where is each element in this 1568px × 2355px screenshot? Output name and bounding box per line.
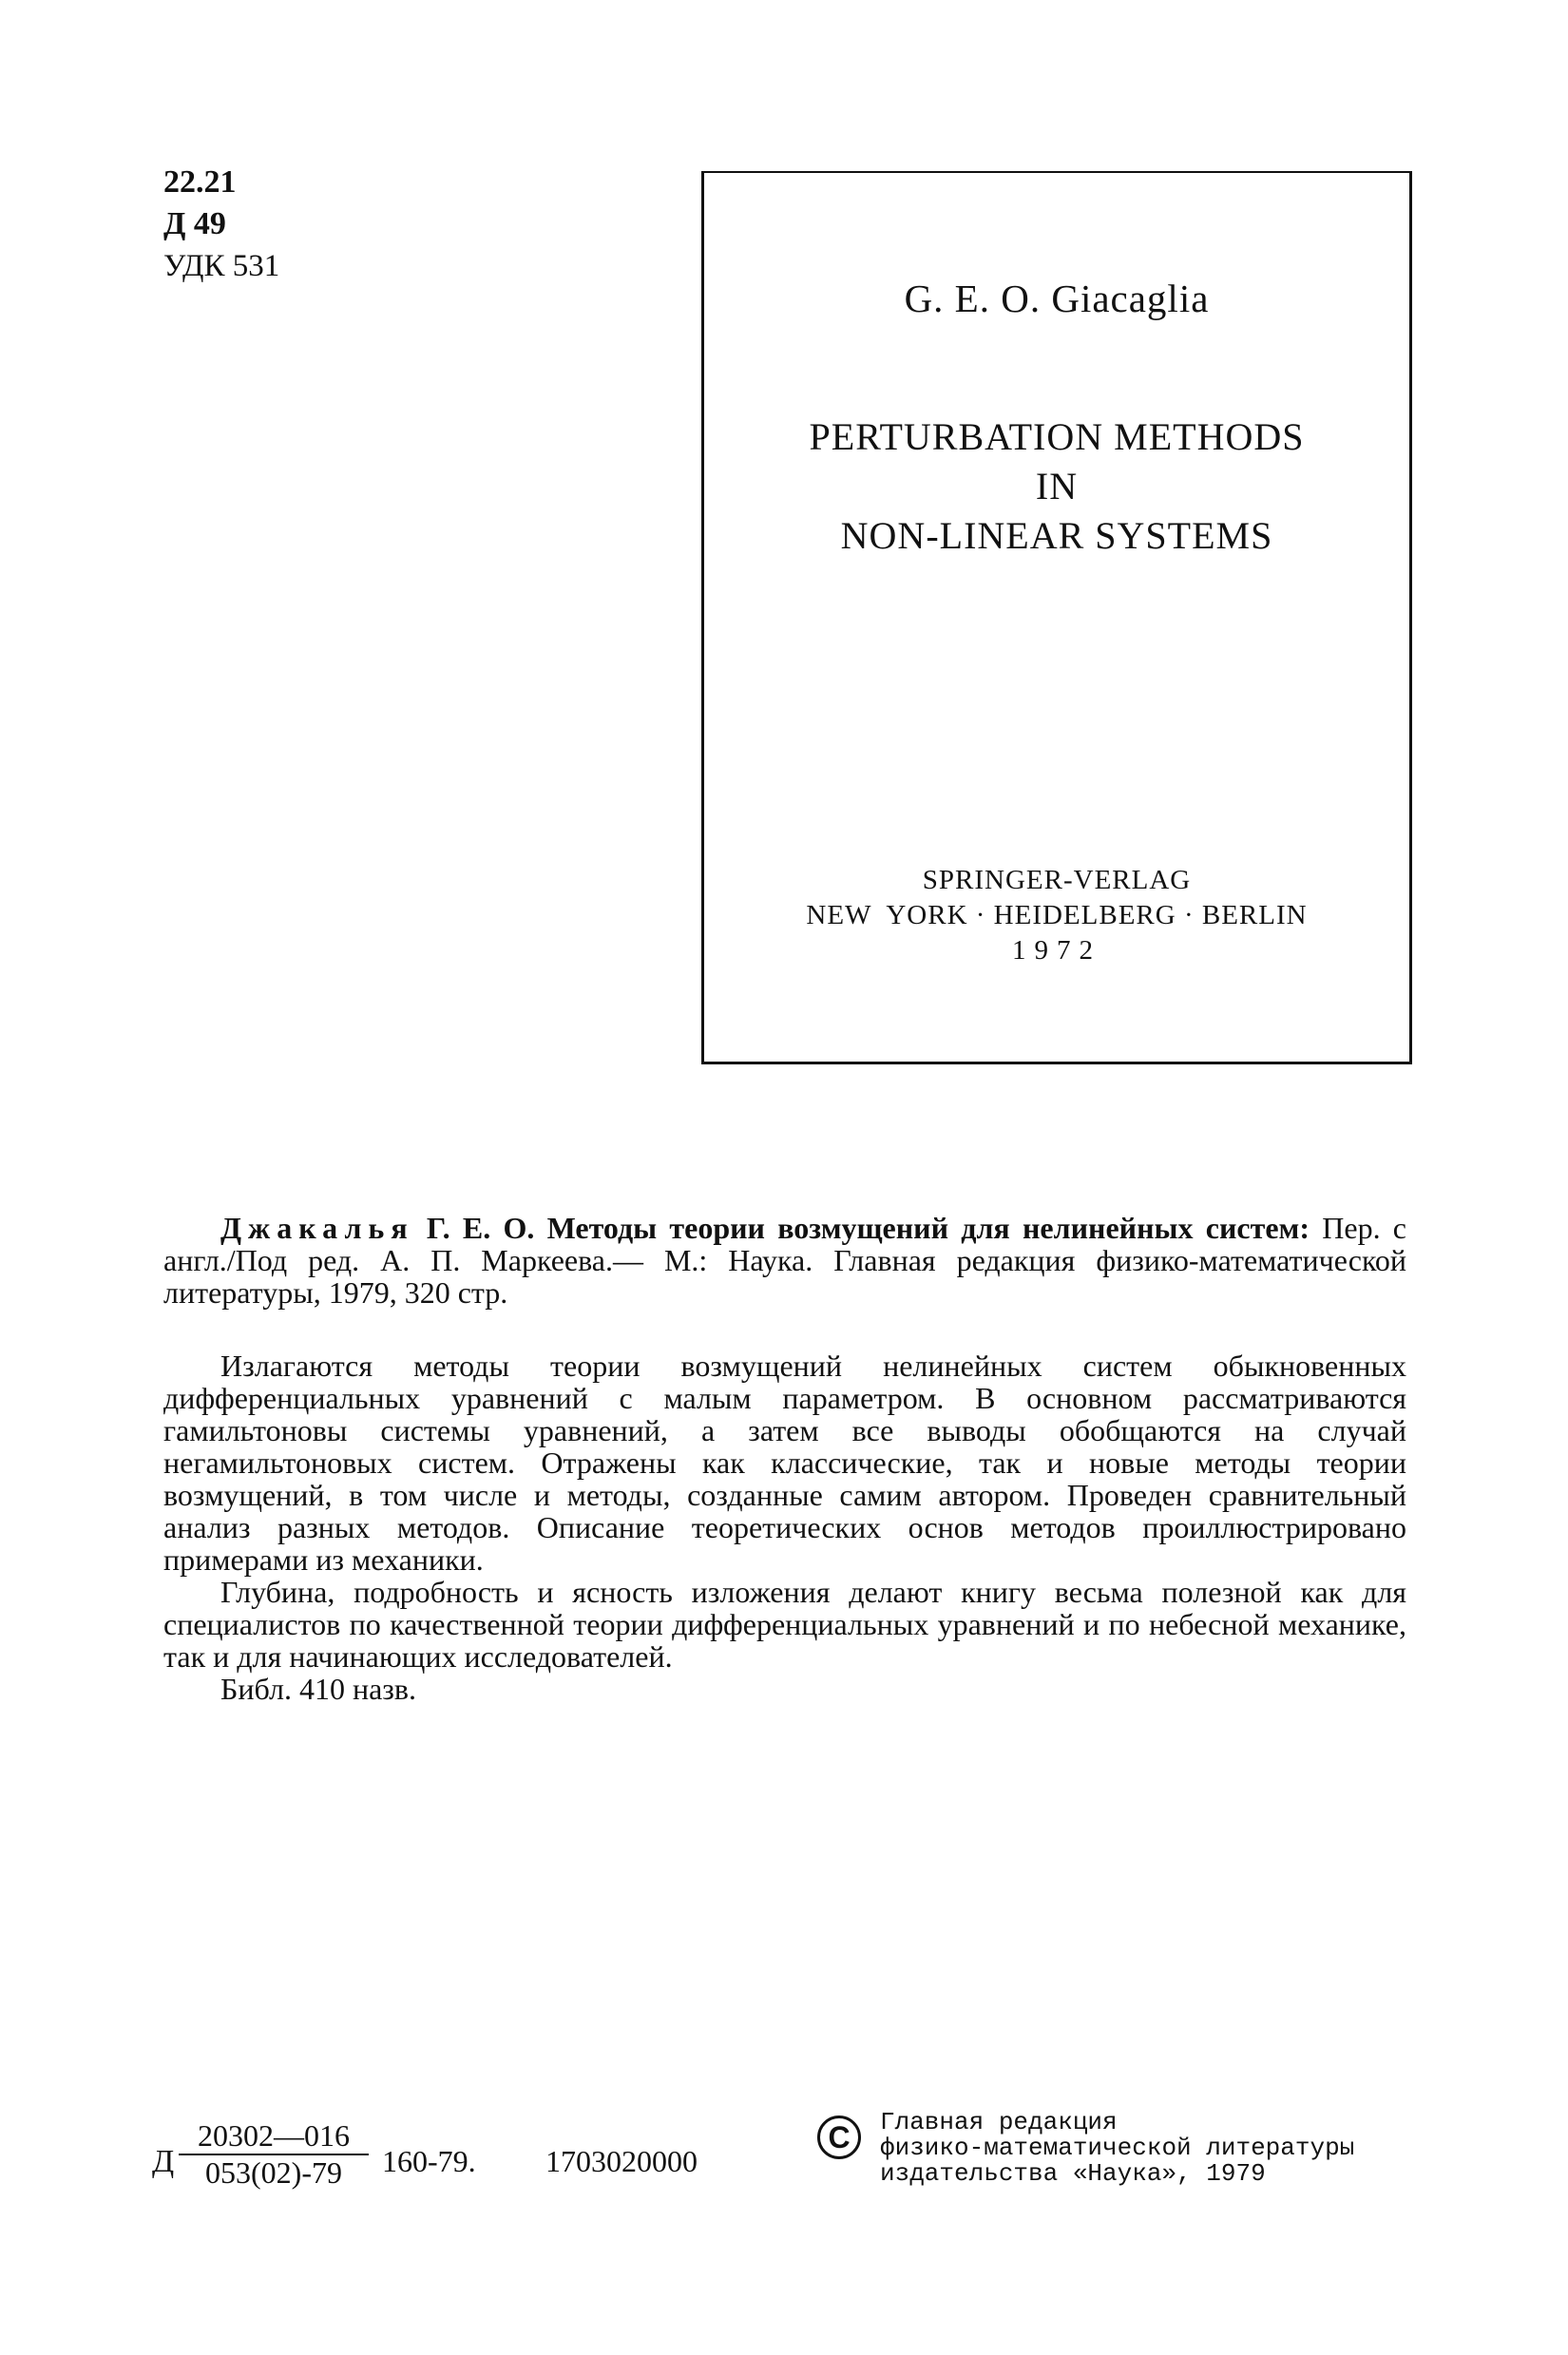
- author-mark: Д 49: [163, 206, 226, 241]
- annotation: [163, 1350, 1406, 1705]
- original-title: [704, 412, 1409, 561]
- original-year: 1972: [1012, 935, 1101, 966]
- copyright-icon: C: [817, 2116, 861, 2159]
- bibliographic-description: [163, 1212, 1406, 1309]
- imprint-order: 160-79.: [382, 2144, 476, 2178]
- original-publisher-block: [704, 863, 1409, 968]
- biblio-title: Методы теории возмущений для нелинейных систем:: [546, 1211, 1310, 1245]
- copyright-line-3: издательства «Наука», 1979: [880, 2159, 1266, 2188]
- copyright-line-2: физико-математической литературы: [880, 2134, 1355, 2162]
- annotation-paragraph-2: Глубина, подробность и ясность изложения делают книгу весьма полезной как для специалистов по качественной теории дифференциальных уравнений и по небесной механике, так и для начинающих исследователей.: [163, 1575, 1406, 1674]
- original-title-line-3: NON-LINEAR SYSTEMS: [840, 514, 1273, 557]
- original-author: G. E. O. Giacaglia: [904, 277, 1210, 320]
- copyright-line-1: Главная редакция: [880, 2108, 1118, 2136]
- biblio-author-name: Джакалья: [220, 1211, 414, 1245]
- copyright-block: [817, 2110, 1425, 2214]
- bbk-code: 22.21: [163, 164, 237, 200]
- imprint-fraction: [179, 2119, 369, 2190]
- udk-code: УДК 531: [163, 249, 280, 283]
- original-cities: NEW YORK · HEIDELBERG · BERLIN: [806, 900, 1308, 930]
- imprint-code: [152, 2119, 817, 2214]
- biblio-details: Пер. с англ./Под ред. А. П. Маркеева.— М.: Наука. Главная редакция физико-математической литературы, 1979, 320 стр.: [163, 1211, 1407, 1310]
- original-title-line-2: IN: [1035, 465, 1079, 507]
- imprint-number: 1703020000: [545, 2144, 698, 2178]
- original-title-page: [701, 171, 1412, 1064]
- imprint-numerator: 20302—016: [179, 2119, 369, 2155]
- imprint-letter: Д: [152, 2144, 175, 2179]
- annotation-paragraph-3: Библ. 410 назв.: [220, 1672, 417, 1706]
- classification-codes: [163, 162, 279, 287]
- annotation-paragraph-1: Излагаются методы теории возмущений нелинейных систем обыкновенных дифференциальных уравнений с малым параметром. В основном рассматриваются гамильтоновы системы уравнений, а затем все выводы обобщаются на случай негамильтоновых систем. Отражены как классические, так и новые методы теории возмущений, в том числе и методы, созданные самим автором. Проведен сравнительный анализ разных методов. Описание теоретических основ методов проиллюстрировано примерами из механики.: [163, 1349, 1406, 1577]
- original-title-line-1: PERTURBATION METHODS: [809, 415, 1305, 458]
- original-publisher: SPRINGER-VERLAG: [922, 865, 1192, 895]
- imprint-denominator: 053(02)-79: [205, 2155, 342, 2190]
- biblio-author-initials: Г. Е. О.: [426, 1211, 535, 1245]
- copyright-lines: [880, 2110, 1354, 2187]
